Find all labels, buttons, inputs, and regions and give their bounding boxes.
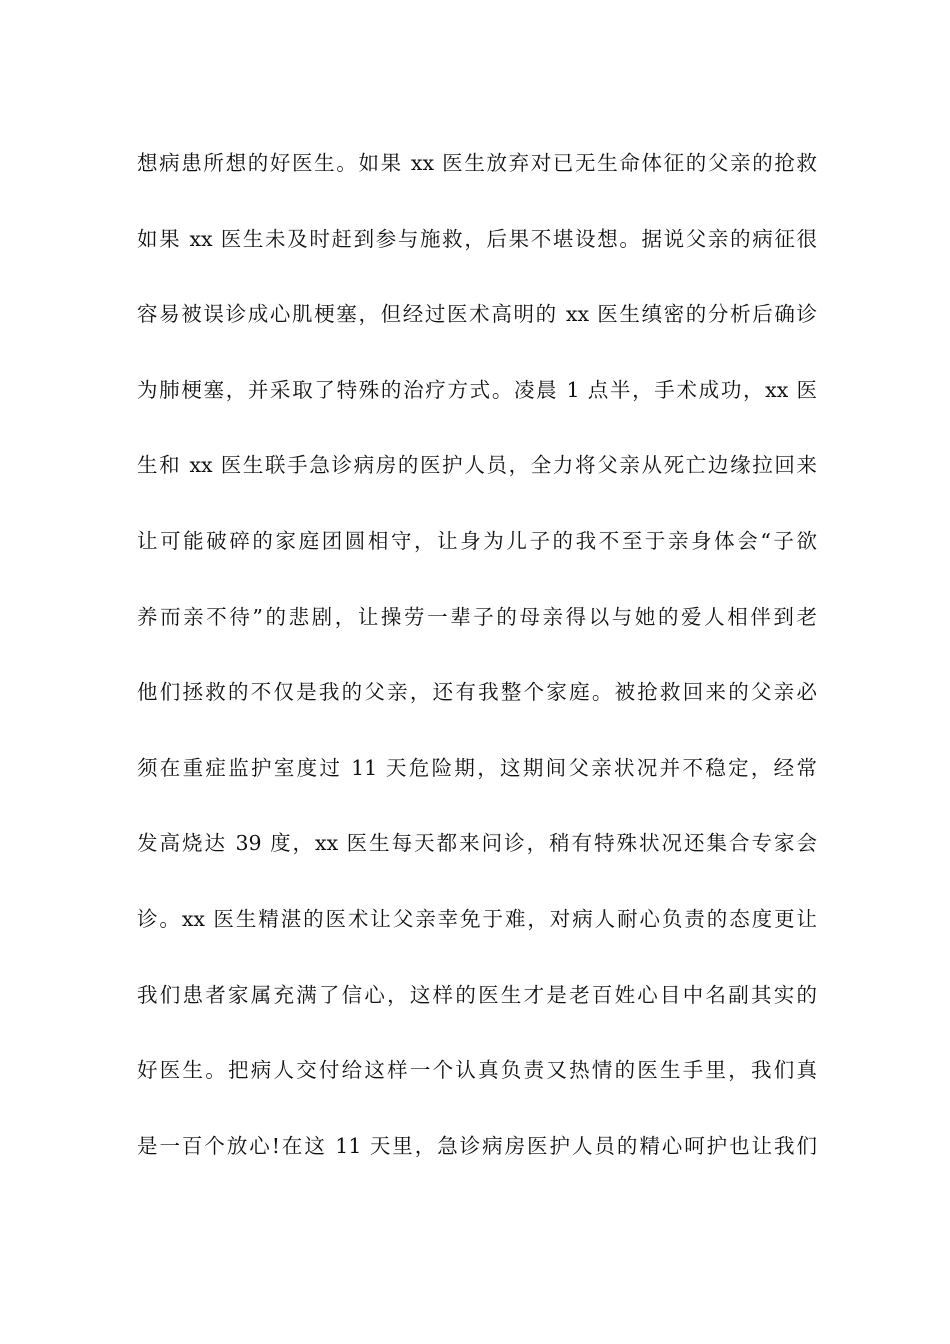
text-line: 为肺梗塞，并采取了特殊的治疗方式。凌晨 1 点半，手术成功，xx 医 bbox=[137, 377, 817, 402]
text-line: 是一百个放心!在这 11 天里，急诊病房医护人员的精心呵护也让我们 bbox=[137, 1133, 817, 1158]
body-text bbox=[137, 141, 817, 1199]
text-line: 须在重症监护室度过 11 天危险期，这期间父亲状况并不稳定，经常 bbox=[137, 755, 817, 780]
text-line: 想病患所想的好医生。如果 xx 医生放弃对已无生命体征的父亲的抢救 bbox=[137, 151, 817, 175]
text-line: 发高烧达 39 度，xx 医生每天都来问诊，稍有特殊状况还集合专家会 bbox=[137, 831, 817, 856]
text-line: 我们患者家属充满了信心，这样的医生才是老百姓心目中名副其实的 bbox=[137, 982, 817, 1007]
text-line: 诊。xx 医生精湛的医术让父亲幸免于难，对病人耐心负责的态度更让 bbox=[137, 906, 817, 931]
text-line: 好医生。把病人交付给这样一个认真负责又热情的医生手里，我们真 bbox=[137, 1058, 817, 1083]
text-line: 他们拯救的不仅是我的父亲，还有我整个家庭。被抢救回来的父亲必 bbox=[137, 680, 817, 705]
text-line: 如果 xx 医生未及时赶到参与施救，后果不堪设想。据说父亲的病征很 bbox=[137, 226, 817, 251]
text-line: 生和 xx 医生联手急诊病房的医护人员，全力将父亲从死亡边缘拉回来 bbox=[137, 453, 817, 478]
text-line: 养而亲不待”的悲剧，让操劳一辈子的母亲得以与她的爱人相伴到老 bbox=[137, 604, 817, 629]
text-line: 让可能破碎的家庭团圆相守，让身为儿子的我不至于亲身体会“子欲 bbox=[137, 528, 817, 553]
text-line: 容易被误诊成心肌梗塞，但经过医术高明的 xx 医生缜密的分析后确诊 bbox=[137, 302, 817, 327]
